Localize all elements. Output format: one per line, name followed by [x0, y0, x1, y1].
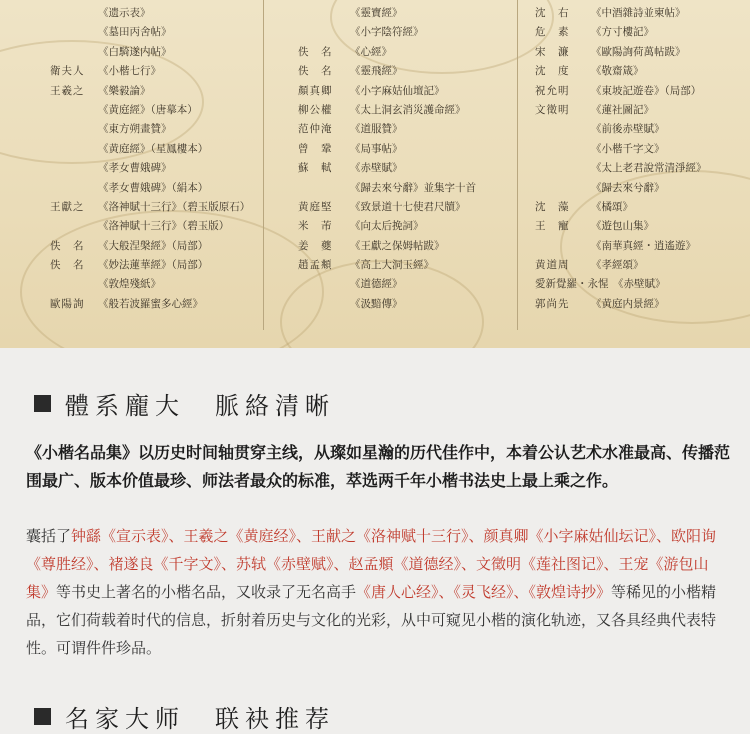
- catalog-entry: [298, 256, 513, 275]
- entry-author: 郭尚先: [535, 297, 570, 310]
- highlighted-works: 《唐人心经》、《灵飞经》、《敦煌诗抄》: [356, 583, 612, 601]
- entry-author: 佚 名: [50, 239, 85, 252]
- entry-work-title: 《王獻之保姆帖跋》: [350, 239, 445, 252]
- catalog-entry: [535, 43, 747, 62]
- entry-author: 祝允明: [535, 84, 570, 97]
- entry-work-title: 《東坡記遊卷》（局部）: [591, 84, 702, 97]
- entry-work-title: 《敦煌殘紙》: [98, 278, 161, 291]
- catalog-entry: [535, 275, 747, 294]
- catalog-entry: [535, 62, 747, 81]
- catalog-entry: [298, 140, 513, 159]
- catalog-entry: [298, 82, 513, 101]
- entry-work-title: 《洛神賦十三行》（碧玉版）: [98, 220, 230, 233]
- catalog-entry: [298, 159, 513, 178]
- entry-work-title: 《小字陰符經》: [350, 26, 424, 39]
- entry-work-title: 《妙法蓮華經》（局部）: [98, 259, 209, 272]
- entry-work-title: 《局事帖》: [350, 142, 403, 155]
- catalog-column-1: [50, 4, 260, 314]
- catalog-entry: [50, 256, 260, 275]
- square-bullet-icon: [34, 708, 51, 725]
- entry-author: 宋 濂: [535, 45, 570, 58]
- catalog-entry: [535, 159, 747, 178]
- catalog-entry: [535, 140, 747, 159]
- catalog-entry: [50, 4, 260, 23]
- entry-work-title: 《小楷七行》: [98, 65, 161, 78]
- catalog-entry: [50, 217, 260, 236]
- catalog-entry: [298, 217, 513, 236]
- entry-author: 危 素: [535, 26, 570, 39]
- catalog-entry: [298, 62, 513, 81]
- entry-author: 黄道周: [535, 259, 570, 272]
- catalog-entry: [535, 198, 747, 217]
- entry-author: 歐陽詢: [50, 297, 85, 310]
- catalog-entry: [535, 23, 747, 42]
- catalog-entry: [298, 120, 513, 139]
- catalog-column-3: [535, 4, 747, 314]
- catalog-entry: [50, 82, 260, 101]
- entry-work-title: 《前後赤壁賦》: [591, 123, 665, 136]
- entry-work-title: 《歐陽詢荷萬帖跋》: [591, 45, 686, 58]
- section-heading: [34, 386, 335, 420]
- entry-work-title: 《方寸樓記》: [591, 26, 654, 39]
- catalog-entry: [50, 159, 260, 178]
- catalog-entry: [50, 120, 260, 139]
- entry-author: 衛夫人: [50, 65, 85, 78]
- catalog-entry: [50, 275, 260, 294]
- entry-work-title: 《赤壁賦》: [350, 162, 403, 175]
- catalog-entry: [50, 140, 260, 159]
- next-section-title: 名家大师 联袂推荐: [65, 704, 335, 733]
- entry-work-title: 《黄庭經》（星鳳樓本）: [98, 142, 209, 155]
- entry-work-title: 《橘頌》: [591, 200, 633, 213]
- entry-work-title: 《蓮社圖記》: [591, 103, 654, 116]
- catalog-entry: [50, 295, 260, 314]
- entry-work-title: 《遗示表》: [98, 7, 151, 19]
- catalog-column-2: [298, 4, 513, 314]
- column-divider: [517, 0, 518, 330]
- entry-work-title: 《敬齋箴》: [591, 65, 644, 78]
- entry-work-title: 《遊包山集》: [591, 220, 654, 233]
- entry-work-title: 《洛神賦十三行》（碧玉版原石）: [98, 200, 251, 213]
- entry-work-title: 《黄庭經》（唐摹本）: [98, 103, 198, 116]
- catalog-entry: [298, 198, 513, 217]
- entry-author: 姜 夔: [298, 239, 333, 252]
- catalog-panel: [0, 0, 750, 348]
- entry-author: 顏真卿: [298, 84, 333, 97]
- catalog-entry: [535, 82, 747, 101]
- catalog-entry: [298, 237, 513, 256]
- next-section-heading: [34, 704, 335, 733]
- paragraph-text: 囊括了: [26, 527, 72, 545]
- entry-work-title: 《墓田丙舍帖》: [98, 26, 172, 39]
- entry-author: 沈 度: [535, 65, 570, 78]
- entry-author: 柳公權: [298, 103, 333, 116]
- entry-work-title: 《歸去來兮辭》並集字十首: [350, 181, 476, 194]
- entry-work-title: 《汲黯傳》: [350, 297, 403, 310]
- catalog-entry: [298, 43, 513, 62]
- catalog-entry: [535, 101, 747, 120]
- catalog-entry: [50, 179, 260, 198]
- catalog-entry: [298, 23, 513, 42]
- collection-paragraph: [26, 522, 730, 662]
- entry-work-title: 《歸去來兮辭》: [591, 181, 665, 194]
- entry-work-title: 《樂毅論》: [98, 84, 151, 97]
- entry-work-title: 《孝女曹娥碑》（絹本）: [98, 181, 209, 194]
- entry-author: 蘇 軾: [298, 162, 333, 175]
- entry-author: 曾 鞏: [298, 142, 333, 155]
- paragraph-text: 等书史上著名的小楷名品，又收录了无名高手: [56, 583, 357, 601]
- catalog-entry: [535, 256, 747, 275]
- entry-author: 佚 名: [298, 65, 333, 78]
- entry-work-title: 《心經》: [350, 45, 392, 58]
- square-bullet-icon: [34, 395, 51, 412]
- entry-work-title: 《大般涅槃經》（局部）: [98, 239, 209, 252]
- entry-work-title: 《白騎遂内帖》: [98, 45, 172, 58]
- catalog-entry: [535, 179, 747, 198]
- catalog-entry: [535, 120, 747, 139]
- entry-work-title: 《孝女曹娥碑》: [98, 162, 172, 175]
- entry-author: 王 寵: [535, 220, 570, 233]
- entry-author: 黄庭堅: [298, 200, 333, 213]
- entry-work-title: 《道服贊》: [350, 123, 403, 136]
- entry-author: 范仲淹: [298, 123, 333, 136]
- highlighted-works: 钟繇《宣示表》、王羲之《黄庭经》、王献之《洛神赋十三行》、颜真卿《小字麻姑仙坛记》、欧阳询《尊胜经》、褚遂良《千字文》、苏轼《赤壁赋》、赵孟頫《道德经》、文徵明《莲社图记》、王宠《游包山集》: [26, 527, 717, 601]
- entry-work-title: 《太上老君說常清淨經》: [591, 162, 707, 175]
- catalog-entry: [298, 4, 513, 23]
- intro-paragraph: 《小楷名品集》以历史时间轴贯穿主线，从璨如星瀚的历代佳作中，本着公认艺术水准最高、传播范围最广、版本价值最珍、师法者最众的标准，萃选两千年小楷书法史上最上乘之作。: [26, 443, 731, 490]
- entry-author: 王羲之: [50, 84, 85, 97]
- entry-work-title: 《小字麻姑仙壇記》: [350, 84, 445, 97]
- entry-work-title: 《靈飛經》: [350, 65, 403, 78]
- catalog-entry: [50, 198, 260, 217]
- catalog-entry: [535, 217, 747, 236]
- entry-author: 沈 右: [535, 7, 570, 19]
- catalog-entry: [535, 295, 747, 314]
- catalog-entry: [298, 179, 513, 198]
- catalog-entry: [50, 237, 260, 256]
- entry-author: 文徵明: [535, 103, 570, 116]
- catalog-entry: [50, 23, 260, 42]
- entry-work-title: 《道德經》: [350, 278, 403, 291]
- entry-work-title: 《中酒雜詩並柬帖》: [591, 7, 686, 19]
- catalog-entry: [298, 295, 513, 314]
- entry-author: 愛新覺羅・永惺: [535, 278, 609, 291]
- catalog-entry: [298, 101, 513, 120]
- catalog-entry: [298, 275, 513, 294]
- entry-work-title: 《靈寶經》: [350, 7, 403, 19]
- catalog-entry: [50, 101, 260, 120]
- catalog-entry: [50, 43, 260, 62]
- entry-author: 沈 藻: [535, 200, 570, 213]
- catalog-entry: [50, 62, 260, 81]
- section-title: 體系龐大 脈絡清晰: [65, 391, 335, 420]
- entry-author: 佚 名: [298, 45, 333, 58]
- entry-work-title: 《黄庭内景經》: [591, 297, 665, 310]
- entry-work-title: 《赤壁賦》: [613, 278, 666, 291]
- entry-author: 趙孟頫: [298, 259, 333, 272]
- entry-work-title: 《致景道十七使君尺牘》: [350, 200, 466, 213]
- paragraph-text: 等稀见的小楷精品，它们荷载着时代的信息，折射着历史与文化的光彩，从中可窥见小楷的演化轨迹，又各具经典代表特性。可谓件件珍品。: [26, 583, 717, 657]
- entry-work-title: 《東方朔畫贊》: [98, 123, 172, 136]
- catalog-entry: [535, 4, 747, 23]
- entry-work-title: 《太上洞玄消災護命經》: [350, 103, 466, 116]
- entry-author: 佚 名: [50, 259, 85, 272]
- column-divider: [263, 0, 264, 330]
- entry-work-title: 《般若波羅蜜多心經》: [98, 297, 203, 310]
- entry-work-title: 《小楷千字文》: [591, 142, 665, 155]
- entry-work-title: 《高上大洞玉經》: [350, 259, 434, 272]
- entry-work-title: 《孝經頌》: [591, 259, 644, 272]
- entry-work-title: 《向太后挽詞》: [350, 220, 424, 233]
- entry-author: 王獻之: [50, 200, 85, 213]
- catalog-entry: [535, 237, 747, 256]
- entry-author: 米 芾: [298, 220, 333, 233]
- entry-work-title: 《南華真經・逍遙遊》: [591, 239, 696, 252]
